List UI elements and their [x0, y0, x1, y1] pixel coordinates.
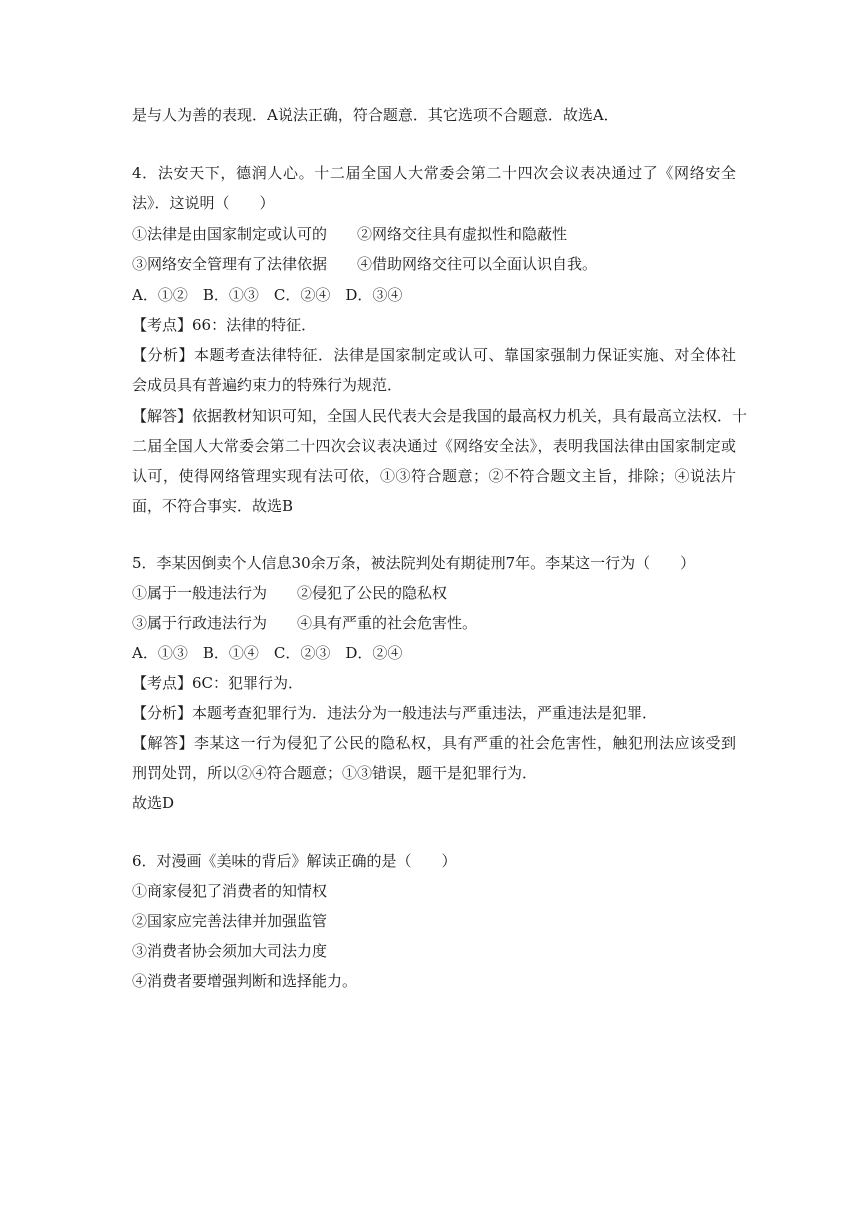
- q4-options-row1: ①法律是由国家制定或认可的 ②网络交往具有虚拟性和隐蔽性: [132, 225, 568, 243]
- q4-analysis-line1: 【分析】本题考查法律特征．法律是国家制定或认可、靠国家强制力保证实施、对全体社: [132, 346, 736, 364]
- q4-analysis-line2: 会成员具有普遍约束力的特殊行为规范．: [132, 376, 403, 394]
- q4-answer-line4: 面，不符合事实．故选B: [132, 497, 294, 515]
- q5-conclusion: 故选D: [132, 794, 175, 812]
- q4-answer-line2: 二届全国人大常委会第二十四次会议表决通过《网络安全法》，表明我国法律由国家制定或: [132, 437, 736, 455]
- q5-answer-line2: 刑罚处罚，所以②④符合题意；①③错误，题干是犯罪行为．: [132, 764, 538, 782]
- q6-option-1: ①商家侵犯了消费者的知情权: [132, 882, 328, 900]
- q4-answer-line3: 认可，使得网络管理实现有法可依，①③符合题意；②不符合题文主旨，排除；④说法片: [132, 467, 736, 485]
- q5-stem: 5．李某因倒卖个人信息30余万条，被法院判处有期徒刑7年。李某这一行为（ ）: [132, 554, 696, 572]
- previous-answer-tail: 是与人为善的表现．A说法正确，符合题意．其它选项不合题意．故选A．: [132, 106, 619, 124]
- q5-answer-line1: 【解答】李某这一行为侵犯了公民的隐私权，具有严重的社会危害性，触犯刑法应该受到: [132, 734, 736, 752]
- q5-options-row2: ③属于行政违法行为 ④具有严重的社会危害性。: [132, 614, 478, 632]
- q4-kaodian: 【考点】66：法律的特征．: [132, 316, 317, 334]
- q6-option-3: ③消费者协会须加大司法力度: [132, 942, 328, 960]
- q4-answer-line1: 【解答】依据教材知识可知，全国人民代表大会是我国的最高权力机关，具有最高立法权．十: [132, 407, 748, 425]
- q5-options-row1: ①属于一般违法行为 ②侵犯了公民的隐私权: [132, 584, 448, 602]
- q6-stem: 6．对漫画《美味的背后》解读正确的是（ ）: [132, 852, 457, 870]
- q5-choices: A．①③ B．①④ C．②③ D．②④: [132, 644, 403, 662]
- q4-options-row2: ③网络安全管理有了法律依据 ④借助网络交往可以全面认识自我。: [132, 255, 598, 273]
- q4-stem-line2: 法》．这说明（ ）: [132, 194, 275, 212]
- q6-option-4: ④消费者要增强判断和选择能力。: [132, 972, 358, 990]
- q6-option-2: ②国家应完善法律并加强监管: [132, 912, 328, 930]
- q5-kaodian: 【考点】6C：犯罪行为．: [132, 674, 304, 692]
- q4-stem-line1: 4．法安天下，德润人心。十二届全国人大常委会第二十四次会议表决通过了《网络安全: [132, 164, 736, 182]
- q4-choices: A．①② B．①③ C．②④ D．③④: [132, 286, 403, 304]
- q5-analysis: 【分析】本题考查犯罪行为．违法分为一般违法与严重违法，严重违法是犯罪．: [132, 704, 658, 722]
